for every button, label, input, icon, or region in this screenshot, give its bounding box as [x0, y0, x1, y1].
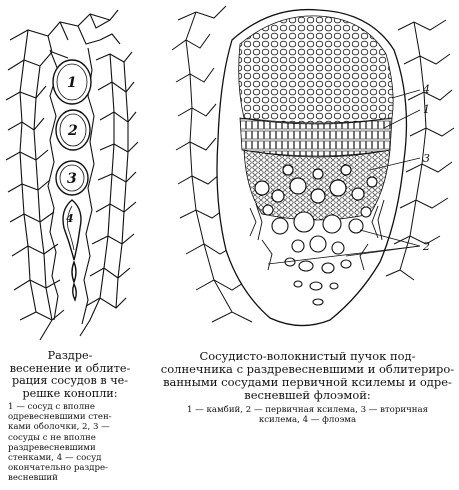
right-bundle-drawing: [172, 6, 454, 326]
label-primary-xylem: 2: [423, 240, 430, 253]
left-caption: [8, 350, 132, 483]
right-legend-line: 1 — камбий, 2 — первичная ксилема, 3 — вторичная: [186, 404, 429, 415]
vessel-label-2: 2: [68, 123, 78, 139]
right-legend: [160, 405, 455, 425]
left-caption-line-3: рация сосудов в че-: [11, 374, 129, 388]
right-labels: [422, 83, 430, 253]
label-secondary-xylem: 3: [423, 152, 430, 165]
right-caption: [160, 350, 455, 425]
left-caption-line-2: весенение и облите-: [9, 361, 131, 375]
left-caption-line-4: решке конопли:: [22, 386, 118, 400]
label-phloem: 4: [423, 83, 430, 96]
right-legend-line: ксилема, 4 — флоэма: [258, 414, 357, 425]
left-caption-line-1: Раздре-: [47, 349, 93, 362]
label-cambium: 1: [423, 103, 430, 116]
vessel-4: [63, 200, 81, 260]
left-legend-line: весневший: [8, 473, 58, 484]
left-legend-line: раздревесневшими: [8, 442, 96, 453]
left-legend-line: окончательно раздре-: [8, 463, 108, 474]
right-caption-line-1: Сосудисто-волокнистый пучок под-: [199, 349, 416, 363]
left-legend-line: ками оболочки, 2, 3 —: [8, 422, 110, 433]
right-caption-line-4: весневшей флоэмой:: [244, 387, 371, 402]
right-caption-line-3: ванными сосудами первичной ксилемы и одре-: [163, 374, 452, 389]
vessel-label-1: 1: [67, 75, 77, 91]
left-legend-line: стенками, 4 — сосуд: [8, 452, 102, 463]
right-caption-line-2: солнечника с раздревесневшими и облитериро-: [160, 361, 455, 376]
left-legend: [8, 402, 132, 483]
vessel-label-4: 4: [66, 212, 74, 225]
left-legend-line: одревесневшими стен-: [8, 412, 112, 423]
vessel-label-3: 3: [67, 171, 77, 187]
left-legend-line: сосуды с не вполне: [8, 432, 96, 443]
left-legend-line: 1 — сосуд с вполне: [8, 402, 95, 413]
